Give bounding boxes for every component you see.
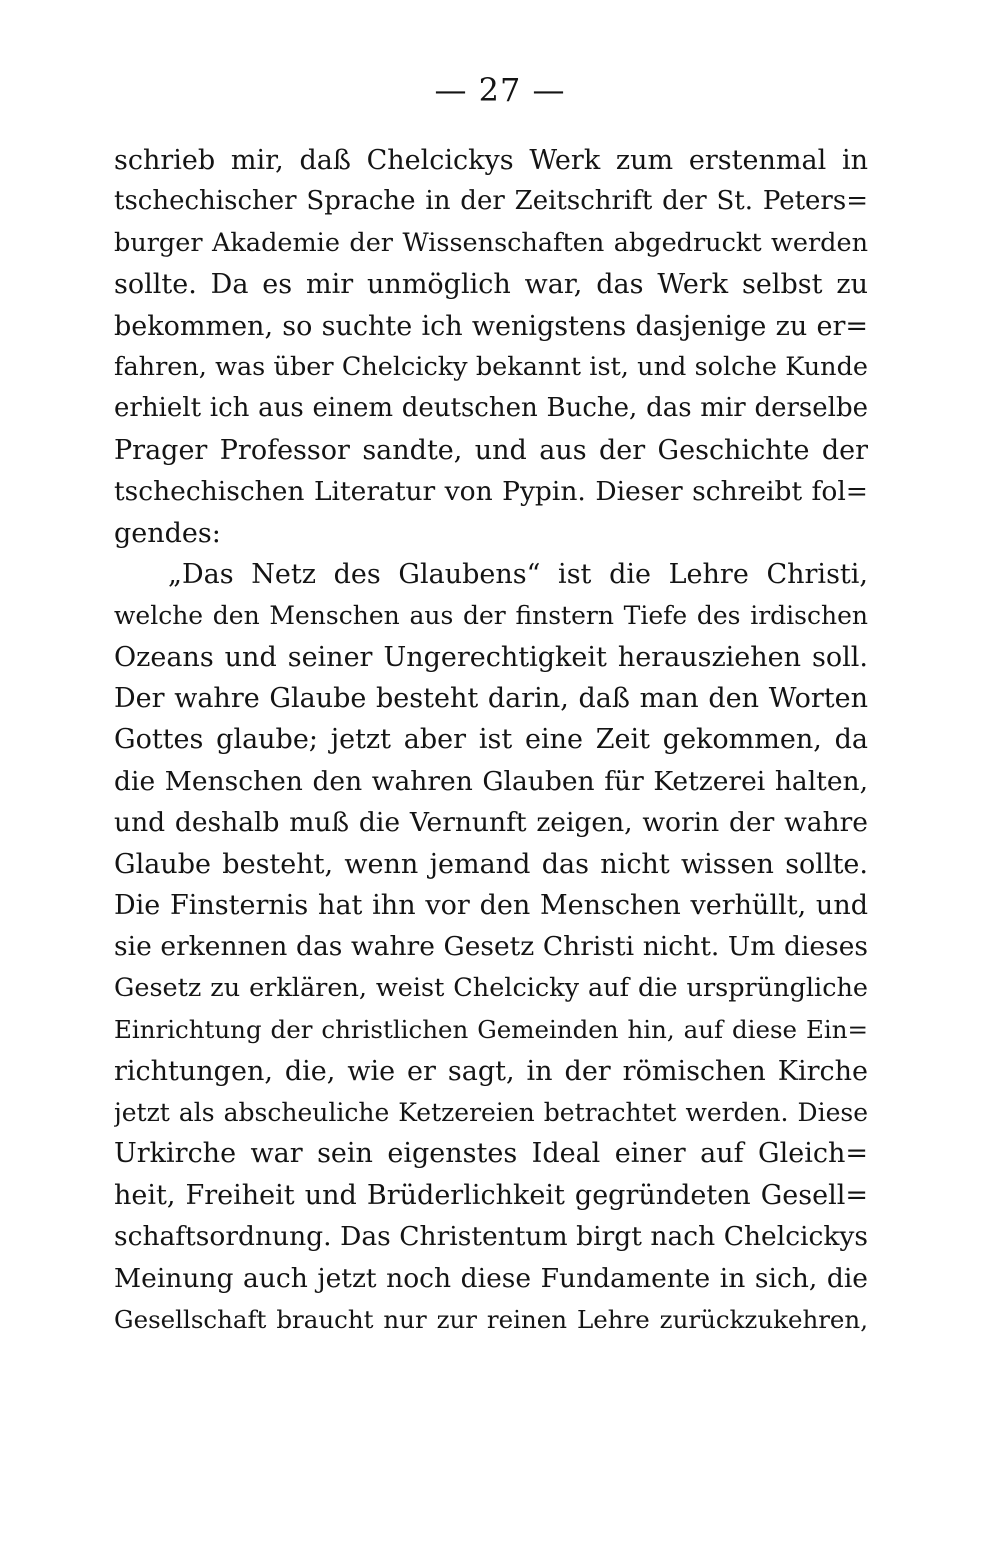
text-line: sollte. Da es mir unmöglich war, das Werk selbst zu (114, 269, 868, 301)
page-number: — 27 — (434, 71, 566, 109)
text-line: Ozeans und seiner Ungerechtigkeit herausziehen soll. (114, 641, 868, 673)
text-line: Der wahre Glaube besteht darin, daß man den Worten (114, 683, 868, 715)
text-line: bekommen, so suchte ich wenigstens dasjenige zu er= (114, 310, 868, 342)
text-line: Gesetz zu erklären, weist Chelcicky auf die ursprüngliche (114, 972, 868, 1003)
text-line: sie erkennen das wahre Gesetz Christi nicht. Um dieses (114, 931, 868, 963)
text-line: und deshalb muß die Vernunft zeigen, worin der wahre (114, 807, 868, 839)
text-line: tschechischen Literatur von Pypin. Dieser schreibt fol= (114, 476, 868, 508)
text-line: fahren, was über Chelcicky bekannt ist, und solche Kunde (114, 351, 868, 382)
text-line: Meinung auch jetzt noch diese Fundamente in sich, die (114, 1262, 868, 1294)
text-line: Urkirche war sein eigenstes Ideal einer auf Gleich= (114, 1138, 868, 1170)
text-line: die Menschen den wahren Glauben für Ketzerei halten, (114, 765, 868, 797)
text-line: heit, Freiheit und Brüderlichkeit gegründeten Gesell= (114, 1179, 868, 1211)
text-line: Gesellschaft braucht nur zur reinen Lehre zurückzukehren, (114, 1304, 868, 1334)
text-line: „Das Netz des Glaubens“ ist die Lehre Christi, (168, 558, 868, 590)
text-line: burger Akademie der Wissenschaften abgedruckt werden (114, 227, 868, 258)
text-line: erhielt ich aus einem deutschen Buche, das mir derselbe (114, 393, 868, 424)
text-line: Die Finsternis hat ihn vor den Menschen verhüllt, und (114, 890, 868, 922)
text-line: richtungen, die, wie er sagt, in der römischen Kirche (114, 1055, 868, 1087)
text-line: Prager Professor sandte, und aus der Geschichte der (114, 434, 868, 466)
text-line: welche den Menschen aus der finstern Tiefe des irdischen (114, 601, 868, 631)
text-line: Glaube besteht, wenn jemand das nicht wissen sollte. (114, 848, 868, 880)
text-line: gendes: (114, 517, 221, 549)
text-line: schaftsordnung. Das Christentum birgt nach Chelcickys (114, 1221, 868, 1253)
text-line: tschechischer Sprache in der Zeitschrift der St. Peters= (114, 186, 868, 217)
body-text (114, 140, 868, 1340)
text-line: jetzt als abscheuliche Ketzereien betrachtet werden. Diese (114, 1097, 868, 1127)
text-line: Gottes glaube; jetzt aber ist eine Zeit gekommen, da (114, 724, 868, 756)
text-line: schrieb mir, daß Chelcickys Werk zum erstenmal in (114, 145, 868, 176)
text-line: Einrichtung der christlichen Gemeinden hin, auf diese Ein= (114, 1015, 868, 1045)
